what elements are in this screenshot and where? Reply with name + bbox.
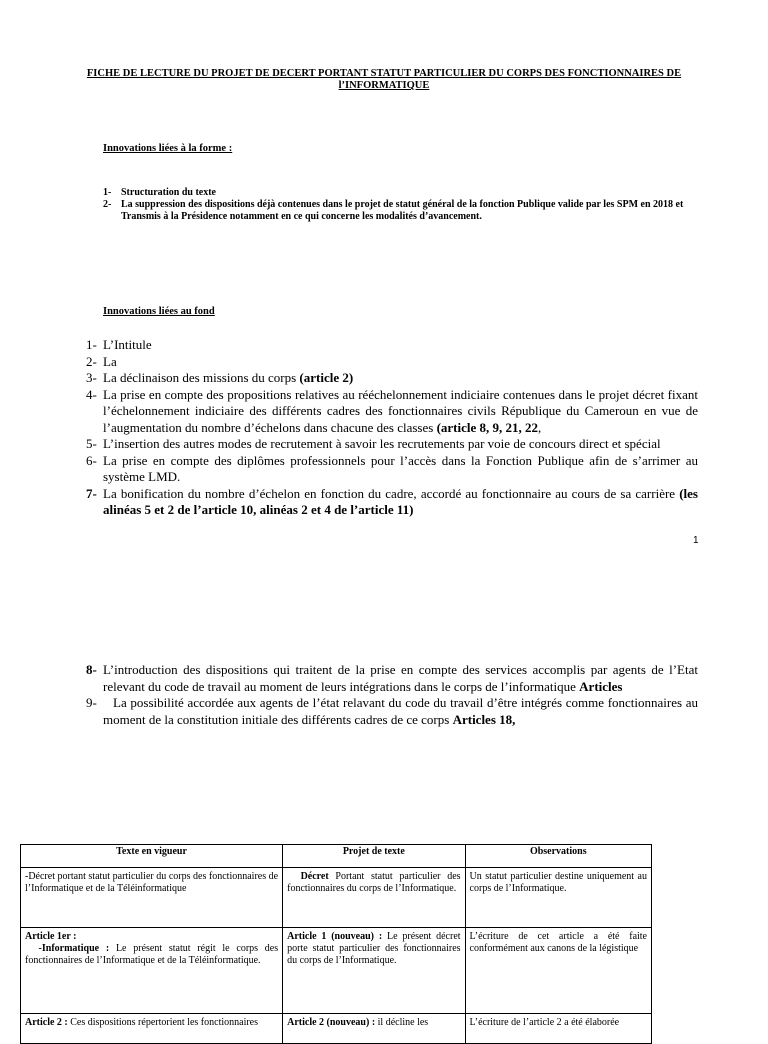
list-item [86,695,698,728]
table-cell [21,928,283,1014]
cell-bold-label: Article 1er : [25,931,77,942]
table-cell [283,928,465,1014]
list-item-text [103,662,698,695]
fond-list [86,337,698,519]
list-item-number: 5- [86,436,97,451]
list-item-text-main: La bonification du nombre d’échelon en fonction du cadre, accordé au fonctionnaire au cours de sa carrière [103,485,680,501]
document-title: FICHE DE LECTURE DU PROJET DE DECERT PORTANT STATUT PARTICULIER DU CORPS DES FONCTIONNAIRES DE l’INFORMATIQUE [86,68,682,91]
cell-text: Portant statut particulier des fonctionnaires du corps de l’Informatique. [287,871,461,894]
list-item [103,187,691,199]
cell-text: Le présent statut régit le corps des fonctionnaires de l’Informatique et de la Téléinformatique. [25,943,279,966]
list-item-text-main: La possibilité accordée aux agents de l’état relavant du code du travail d’être intégrés comme fonctionnaires au moment de la constitution initiale des différents cadres de ce corps [103,695,698,727]
list-item [86,662,698,695]
list-item-text: L’Intitule [103,337,152,352]
table-cell [283,868,465,928]
table-cell [21,1014,283,1044]
list-item [86,337,698,354]
comparison-table [20,844,652,1044]
article-reference: (article 2) [299,370,354,385]
list-item-text [103,486,698,519]
table-cell: -Décret portant statut particulier du corps des fonctionnaires de l’Informatique et de la Téléinformatique [21,868,283,928]
list-item [86,354,698,371]
list-item-text [103,387,698,437]
list-item-text: L’insertion des autres modes de recrutement à savoir les recrutements par voie de concours direct et spécial [103,436,661,451]
cell-text: Le présent décret porte statut particulier des fonctionnaires du corps de l’Informatique. [287,931,461,966]
cell-text: Ces dispositions répertorient les fonctionnaires [67,1017,259,1028]
column-header: Observations [465,845,651,868]
article-reference: (article 8, 9, 21, 22 [436,419,539,435]
article-reference: (les alinéas 5 et 2 de l’article 10, alinéas 2 et 4 de l’article 11) [103,485,698,517]
list-item-number: 8- [86,662,97,677]
list-item-number: 7- [86,485,97,501]
cell-bold-sublabel: -Informatique : [38,943,110,954]
list-item-number: 9- [86,695,97,710]
cell-bold-label: Article 1 (nouveau) : [287,931,383,942]
table-cell: Un statut particulier destine uniquement au corps de l’Informatique. [465,868,651,928]
list-item [86,486,698,519]
list-item-text [103,370,698,387]
list-item-number: 4- [86,386,97,402]
list-item-number: 3- [86,370,97,385]
list-item-text: Structuration du texte [121,187,216,198]
table-row [21,868,652,928]
list-item [86,387,698,437]
list-item-number: 1- [86,337,97,352]
list-item [86,436,698,453]
section-heading-fond: Innovations liées au fond [103,306,215,317]
cell-bold-label: Article 2 (nouveau) : [287,1017,376,1028]
list-item-number: 1- [103,187,112,198]
cell-bold-label: Article 2 : [25,1017,68,1028]
table-row [21,928,652,1014]
cell-bold-label: Décret [300,871,329,882]
article-reference: Articles [579,678,623,694]
list-item-text-main: La prise en compte des propositions relatives au rééchelonnement indiciaire contenues dans le projet décret fixant l’échelonnement indiciaire des différents cadres des fonctionnaires civils République du Cameroun en vue de l’augmentation du nombre d’échelons dans chacune des classes [103,386,698,435]
table-header-row [21,845,652,868]
table-cell: L’écriture de cet article a été faite conformément aux canons de la légistique [465,928,651,1014]
list-item-text-main: L’introduction des dispositions qui traitent de la prise en compte des services accomplis par agents de l’Etat relevant du code de travail au moment de leurs intégrations dans le corps de l’informatique [103,662,698,694]
forme-list [103,187,691,223]
column-header: Projet de texte [283,845,465,868]
list-item-text-tail: , [538,419,542,435]
list-item-text: La suppression des dispositions déjà contenues dans le projet de statut général de la fonction Publique valide par les SPM en 2018 et Transmis à la Présidence notamment en ce qui concerne les modalités d’avancement. [121,199,684,222]
list-item [86,453,698,486]
table-cell: L’écriture de l’article 2 a été élaborée [465,1014,651,1044]
table-row [21,1014,652,1044]
article-reference: Articles 18, [452,711,516,727]
section-heading-forme: Innovations liées à la forme : [103,143,233,154]
fond-list-continued [86,662,698,728]
list-item-text-main: La déclinaison des missions du corps [103,370,300,385]
list-item [86,370,698,387]
column-header: Texte en vigueur [21,845,283,868]
list-item [103,199,691,223]
list-item-text [103,695,698,728]
cell-text: il décline les [375,1017,429,1028]
list-item-number: 2- [103,199,112,210]
page-number: 1 [693,535,699,546]
table-cell [283,1014,465,1044]
list-item-number: 2- [86,353,97,369]
list-item-number: 6- [86,452,97,468]
list-item-text: La prise en compte des diplômes professionnels pour l’accès dans la Fonction Publique afin de s’arrimer au système LMD. [103,452,698,484]
list-item-text: La [103,353,117,369]
